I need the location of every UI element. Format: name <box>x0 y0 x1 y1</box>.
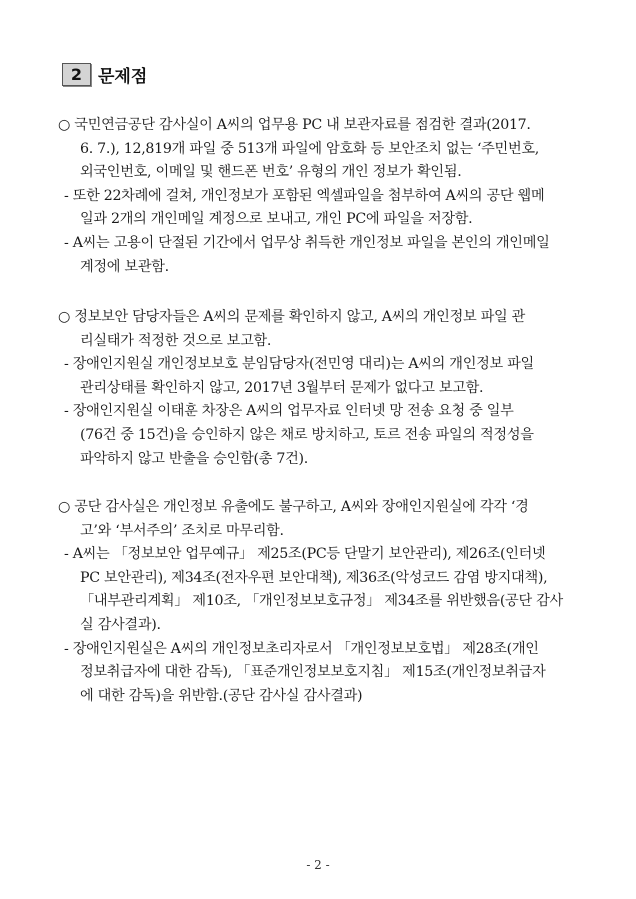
sub-item-line: - A씨는 「정보보안 업무예규」 제25조(PC등 단말기 보안관리), 제26조(인터넷 <box>64 546 546 563</box>
sub-item-line: 「내부관리계획」 제10조, 「개인정보보호규정」 제34조를 위반했음(공단 감사 <box>80 593 563 610</box>
sub-item-line: 실 감사결과). <box>80 616 161 633</box>
paragraph-line: ○ 정보보안 담당자들은 A씨의 문제를 확인하지 않고, A씨의 개인정보 파일 관 <box>58 309 526 325</box>
paragraph-line: ○ 공단 감사실은 개인정보 유출에도 불구하고, A씨와 장애인지원실에 각각 ‘경 <box>58 499 529 515</box>
sub-item-line: - 장애인지원실 이태훈 차장은 A씨의 업무자료 인터넷 망 전송 요청 중 일부 <box>64 403 514 420</box>
sub-item-line: (76건 중 15건)을 승인하지 않은 채로 방치하고, 토르 전송 파일의 적정성을 <box>80 426 534 443</box>
sub-item-line: - 또한 22차례에 걸쳐, 개인정보가 포함된 엑셀파일을 첨부하여 A씨의 공단 웹메 <box>64 187 545 204</box>
paragraph-line: 리실태가 적정한 것으로 보고함. <box>80 332 272 349</box>
sub-item-line: 에 대한 감독)을 위반함.(공단 감사실 감사결과) <box>80 687 363 704</box>
sub-item-line: 일과 2개의 개인메일 계정으로 보내고, 개인 PC에 파일을 저장함. <box>80 211 473 228</box>
paragraph-block-3 <box>58 496 578 708</box>
sub-item-line: 정보취급자에 대한 감독), 「표준개인정보보호지침」 제15조(개인정보취급자 <box>80 664 546 681</box>
sub-item-line: - 장애인지원실 개인정보보호 분임담당자(전민영 대리)는 A씨의 개인정보 파일 <box>64 356 534 373</box>
paragraph-line: 고’와 ‘부서주의’ 조치로 마무리함. <box>80 522 284 539</box>
paragraph-line: ○ 국민연금공단 감사실이 A씨의 업무용 PC 내 보관자료를 점검한 결과(2017. <box>58 117 531 133</box>
sub-item-line: - A씨는 고용이 단절된 기간에서 업무상 취득한 개인정보 파일을 본인의 개인메일 <box>64 234 550 251</box>
page-number: - 2 - <box>306 858 330 872</box>
sub-item-line: PC 보안관리), 제34조(전자우편 보안대책), 제36조(악성코드 감염 방지대책), <box>80 569 548 586</box>
paragraph-block-1 <box>58 114 578 279</box>
paragraph-block-2 <box>58 306 578 471</box>
paragraph-line: 6. 7.), 12,819개 파일 중 513개 파일에 암호화 등 보안조치 없는 ‘주민번호, <box>80 140 539 157</box>
sub-item-line: 계정에 보관함. <box>80 258 169 275</box>
section-heading <box>62 62 147 87</box>
heading-number-box: 2 <box>62 63 91 86</box>
paragraph-line: 외국인번호, 이메일 및 핸드폰 번호’ 유형의 개인 정보가 확인됨. <box>80 164 462 181</box>
sub-item-line: - 장애인지원실은 A씨의 개인정보초리자로서 「개인정보보호법」 제28조(개인 <box>64 640 539 657</box>
sub-item-line: 파악하지 않고 반출을 승인함(총 7건). <box>80 450 308 467</box>
heading-title: 문제점 <box>98 67 148 87</box>
sub-item-line: 관리상태를 확인하지 않고, 2017년 3월부터 문제가 없다고 보고함. <box>80 379 484 396</box>
